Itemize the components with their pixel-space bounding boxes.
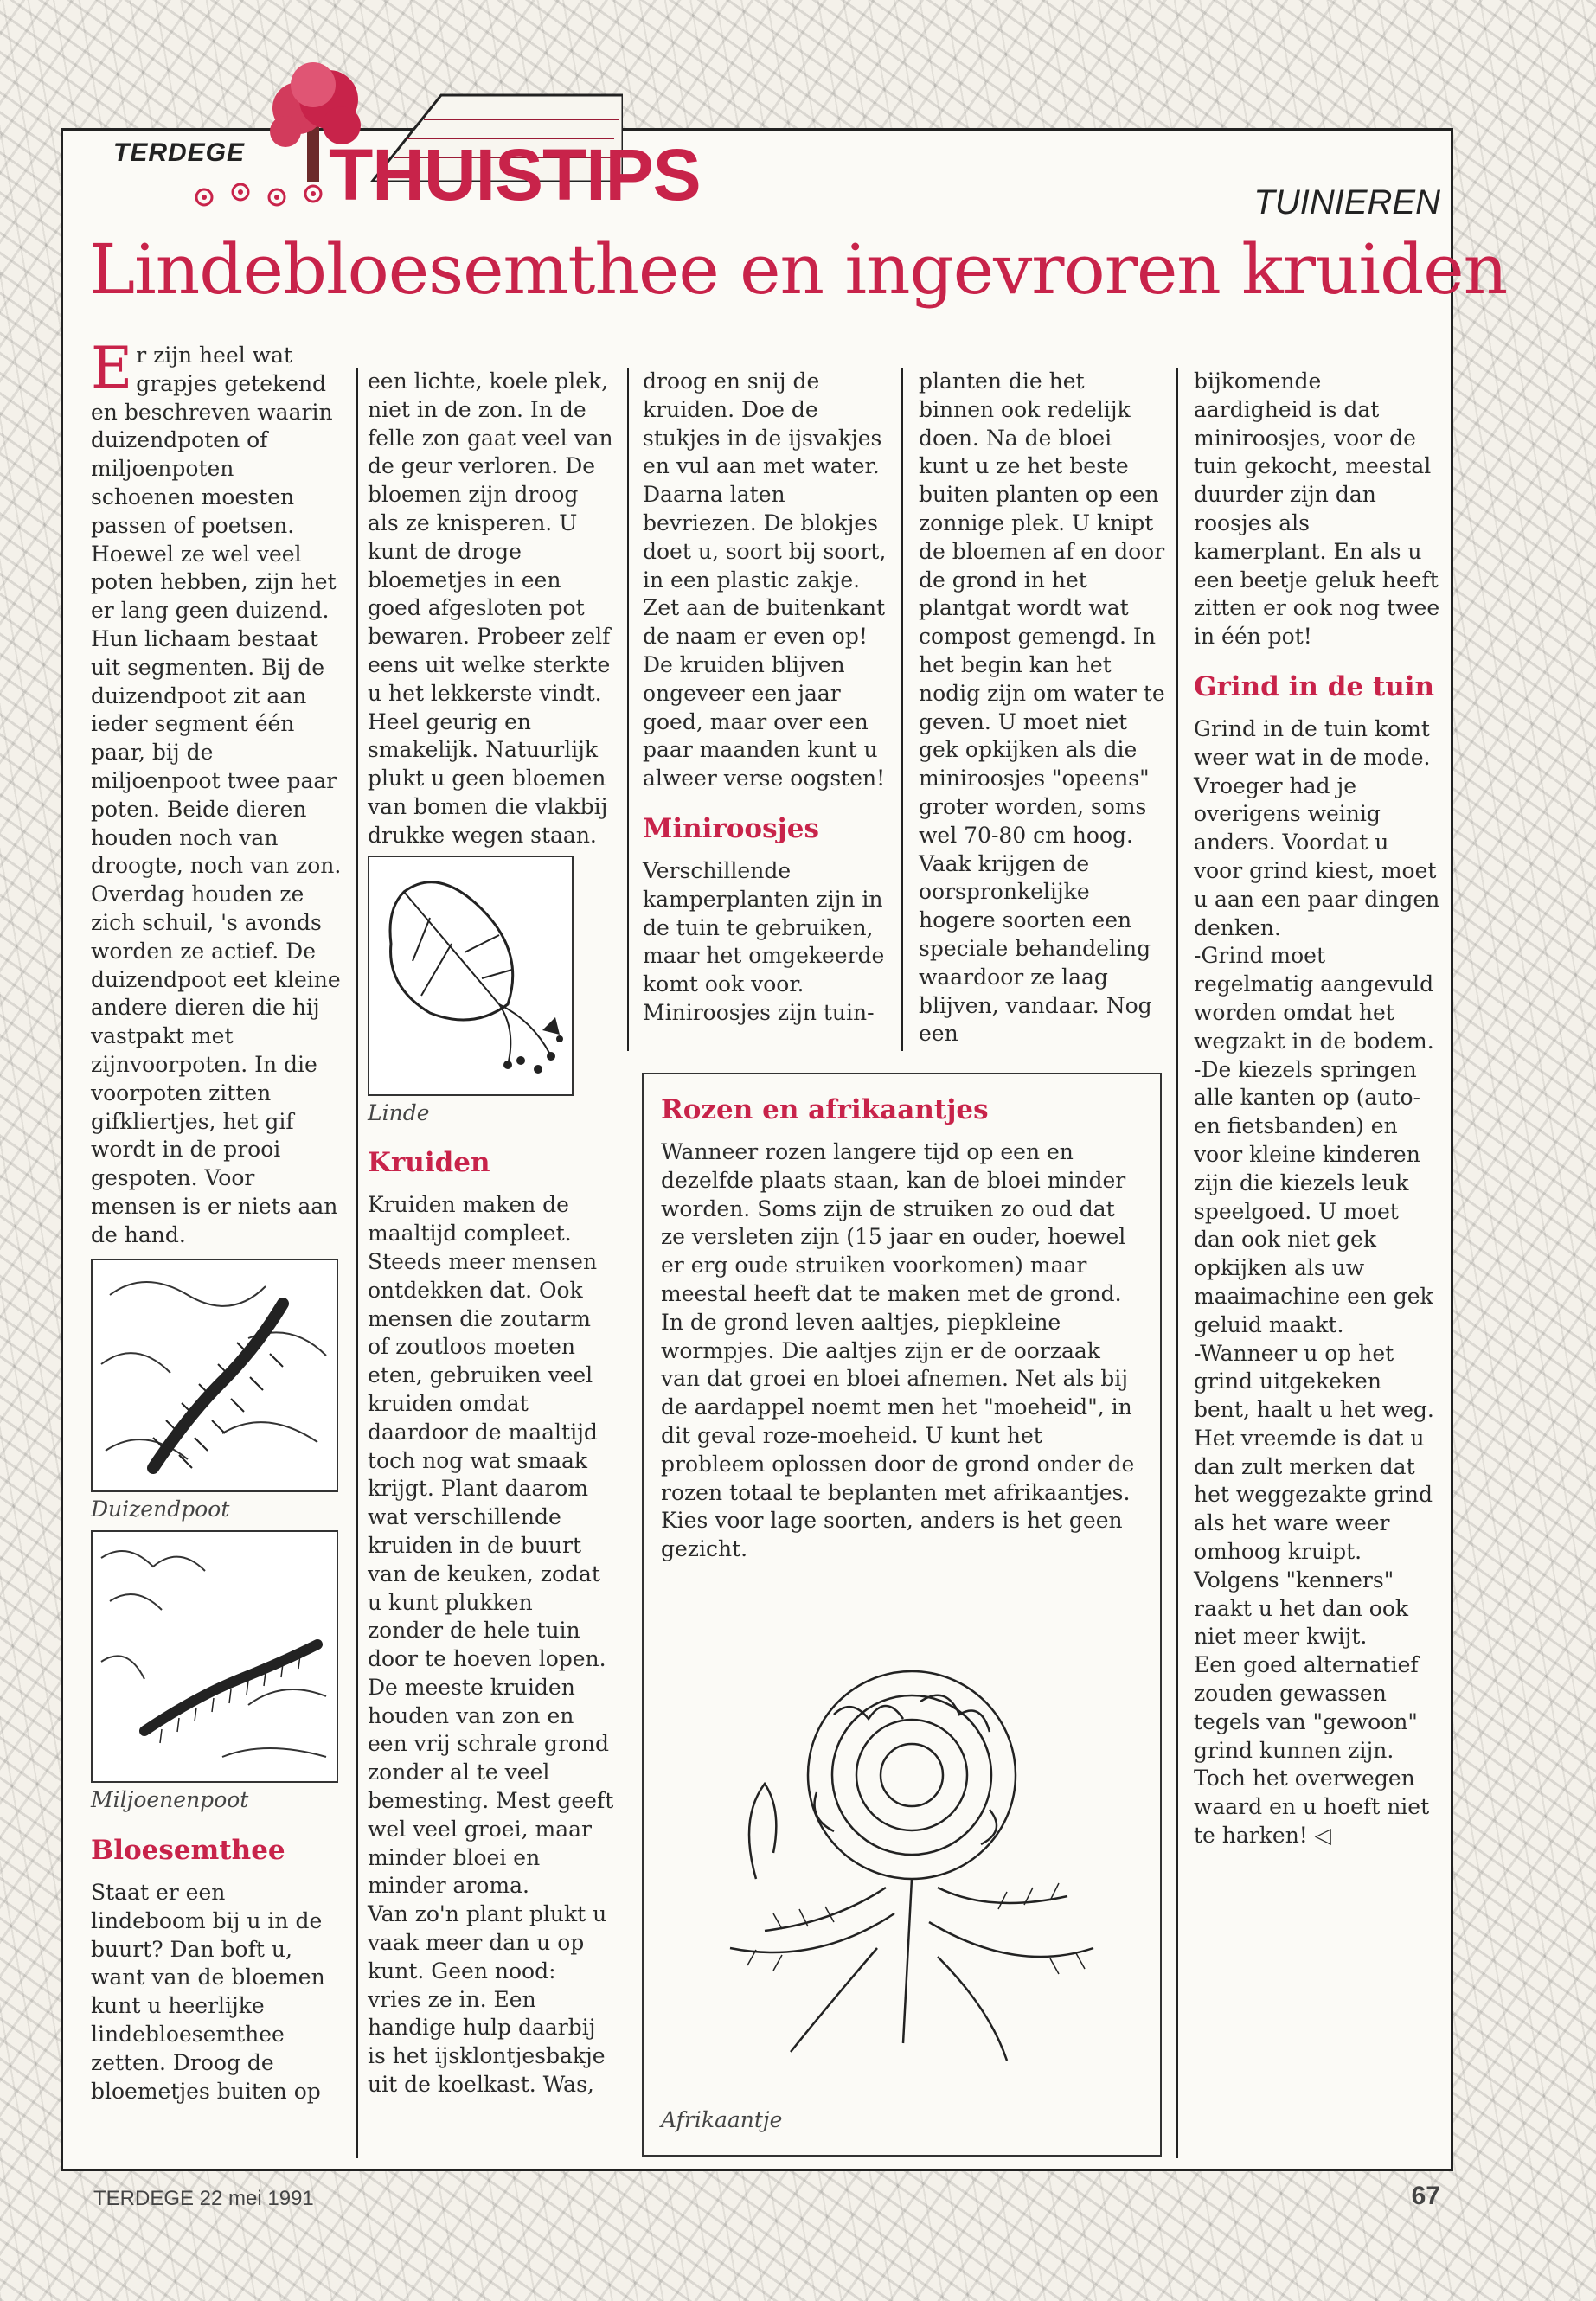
rozen-text xyxy=(661,1074,1145,1564)
body-paragraph: droog en snij de kruiden. Doe de stukjes in de ijsvakjes en vul aan met water. Daarna laten bevriezen. De blokjes doet u, soort bij soort, in een plastic zakje. Zet aan de buitenkant de naam er even op! De kruiden blijven ongeveer een jaar goed, maar over een paar maanden kunt u alweer verse oogsten! xyxy=(643,369,887,792)
centipede-icon xyxy=(93,1260,337,1490)
body-paragraph: Verschillende kamperplanten zijn in de tuin te gebruiken, maar het omgekeerde komt ook voor. Miniroosjes zijn tuin- xyxy=(643,857,885,1025)
body-paragraph: Grind in de tuin komt weer wat in de mode. Vroeger had je overigens weinig anders. Voordat u voor grind kiest, moet u aan een paar dingen denken. xyxy=(1194,715,1440,940)
rozen-sidebar-box xyxy=(642,1073,1162,2157)
body-paragraph: Kruiden maken de maaltijd compleet. Steeds meer mensen ontdekken dat. Ook mensen die zoutarm of zoutloos moeten eten, gebruiken veel kruiden omdat daardoor de maaltijd toch nog wat smaak krijgt. Plant daarom wat verschillende kruiden in de buurt van de keuken, zodat u kunt plukken zonder de hele tuin door te hoeven lopen. De meeste kruiden houden van zon en een vrij schrale grond zonder al te veel bemesting. Mest geeft wel veel groei, maar minder bloei en minder aroma. xyxy=(368,1192,614,1899)
brand-label: TERDEGE xyxy=(113,138,246,167)
column-5 xyxy=(1194,368,1443,1850)
column-2 xyxy=(368,368,614,2099)
column-divider xyxy=(627,368,629,1051)
brand-title: THUISTIPS xyxy=(329,134,701,215)
drop-cap: E xyxy=(91,335,133,401)
body-paragraph: Staat er een lindeboom bij u in de buurt? Dan boft u, want van de bloemen kunt u heerlijke lindebloesemthee zetten. Droog de bloemetjes buiten op xyxy=(91,1880,325,2104)
duizendpoot-illustration xyxy=(91,1259,338,1492)
linde-illustration xyxy=(368,856,574,1096)
column-3 xyxy=(643,368,890,1028)
body-paragraph: planten die het binnen ook redelijk doen. Na de bloei kunt u ze het beste buiten planten op een zonnige plek. U knipt de bloemen af en door de grond in het plantgat wordt wat compost gemengd. In het begin kan het nodig zijn om water te geven. U moet niet gek opkijken als die miniroosjes "opeens" groter worden, soms wel 70-80 cm hoog. Vaak krijgen de oorspronkelijke hogere soorten een speciale behandeling waardoor ze laag blijven, vandaar. Nog een xyxy=(919,369,1165,1047)
section-heading-rozen: Rozen en afrikaantjes xyxy=(661,1094,989,1125)
illustration-caption: Miljoenenpoot xyxy=(91,1787,249,1813)
section-heading-kruiden: Kruiden xyxy=(368,1147,490,1179)
column-divider xyxy=(901,368,903,1051)
column-divider xyxy=(1176,368,1178,2158)
section-heading-miniroosjes: Miniroosjes xyxy=(643,812,819,844)
body-paragraph: Een goed alternatief zouden gewassen tegels van "gewoon" grind kunnen zijn. Toch het overwegen waard en u hoeft niet te harken! ◁ xyxy=(1194,1652,1430,1849)
section-heading-bloesemthee: Bloesemthee xyxy=(91,1835,285,1867)
illustration-caption: Duizendpoot xyxy=(91,1496,230,1522)
body-paragraph: -Wanneer u op het grind uitgekeken bent, haalt u het weg. Het vreemde is dat u dan zult merken dat het weggezakte grind als het ware weer omhoog kruipt. Volgens "kenners" raakt u het dan ook niet meer kwijt. xyxy=(1194,1340,1434,1650)
marigold-flower-icon xyxy=(661,1637,1145,2086)
column-divider xyxy=(356,368,358,2158)
illustration-caption: Afrikaantje xyxy=(661,2107,783,2132)
body-paragraph: Van zo'n plant plukt u vaak meer dan u op kunt. Geen nood: vries ze in. Een handige hulp daarbij is het ijsklontjesbakje uit de koelkast. Was, xyxy=(368,1901,607,2098)
body-paragraph: een lichte, koele plek, niet in de zon. In de felle zon gaat veel van de geur verloren. De bloemen zijn droog als ze knisperen. U kunt de droge bloemetjes in een goed afgesloten pot bewaren. Probeer zelf eens uit welke sterkte u het lekkerste vindt. Heel geurig en smakelijk. Natuurlijk plukt u geen bloemen van bomen die vlakbij drukke wegen staan. xyxy=(368,369,613,848)
column-4 xyxy=(919,368,1166,1048)
intro-paragraph: Er zijn heel wat grapjes getekend en beschreven waarin duizendpoten of miljoenpoten schoenen moesten passen of poetsen. Hoewel ze wel veel poten hebben, zijn het er lang geen duizend. Hun lichaam bestaat uit segmenten. Bij de duizendpoot zit aan ieder segment één paar, bij de miljoenpoot twee paar poten. Beide dieren houden noch van droogte, noch van zon. Overdag houden ze zich schuil, 's avonds worden ze actief. De duizendpoot eet kleine andere dieren die hij vastpakt met zijnvoorpoten. In die voorpoten zitten gifkliertjes, het gif wordt in de prooi gespoten. Voor mensen is er niets aan de hand. xyxy=(91,335,342,1247)
section-heading-grind: Grind in de tuin xyxy=(1194,670,1435,702)
linden-leaf-icon xyxy=(369,857,572,1094)
illustration-caption: Linde xyxy=(368,1099,430,1125)
footer-issue: TERDEGE 22 mei 1991 xyxy=(93,2187,314,2210)
category-label: TUINIEREN xyxy=(1253,183,1440,221)
column-1 xyxy=(91,335,343,2106)
miljoenenpoot-illustration xyxy=(91,1530,338,1783)
body-paragraph: Wanneer rozen langere tijd op een en dezelfde plaats staan, kan de bloei minder worden. Soms zijn de struiken zo oud dat ze versleten zijn (15 jaar en ouder, hoewel er erg oude struiken voorkomen) maar meestal heeft dat te maken met de grond. In de grond leven aaltjes, piepkleine wormpjes. Die aaltjes zijn er de oorzaak van dat groei en bloei afnemen. Net als bij de aardappel noemt men het "moeheid", in dit geval roze-moeheid. U kunt het probleem oplossen door de grond onder de rozen totaal te beplanten met afrikaantjes. Kies voor lage soorten, anders is het geen gezicht. xyxy=(661,1139,1135,1562)
body-paragraph: -De kiezels springen alle kanten op (auto- en fietsbanden) en voor kleine kinderen zijn die kiezels leuk speelgoed. U moet dan ook niet gek opkijken als uw maaimachine een gek geluid maakt. xyxy=(1194,1056,1433,1337)
flower-ornament-icon xyxy=(189,180,336,211)
article-headline: Lindebloesemthee en ingevroren kruiden xyxy=(89,229,1508,310)
page-number: 67 xyxy=(1411,2182,1440,2210)
body-paragraph: bijkomende aardigheid is dat miniroosjes, voor de tuin gekocht, meestal duurder zijn dan roosjes als kamerplant. En als u een beetje geluk heeft zitten er ook nog twee in één pot! xyxy=(1194,369,1440,650)
millipede-icon xyxy=(93,1532,337,1781)
body-paragraph: -Grind moet regelmatig aangevuld worden omdat het wegzakt in de bodem. xyxy=(1194,943,1434,1054)
